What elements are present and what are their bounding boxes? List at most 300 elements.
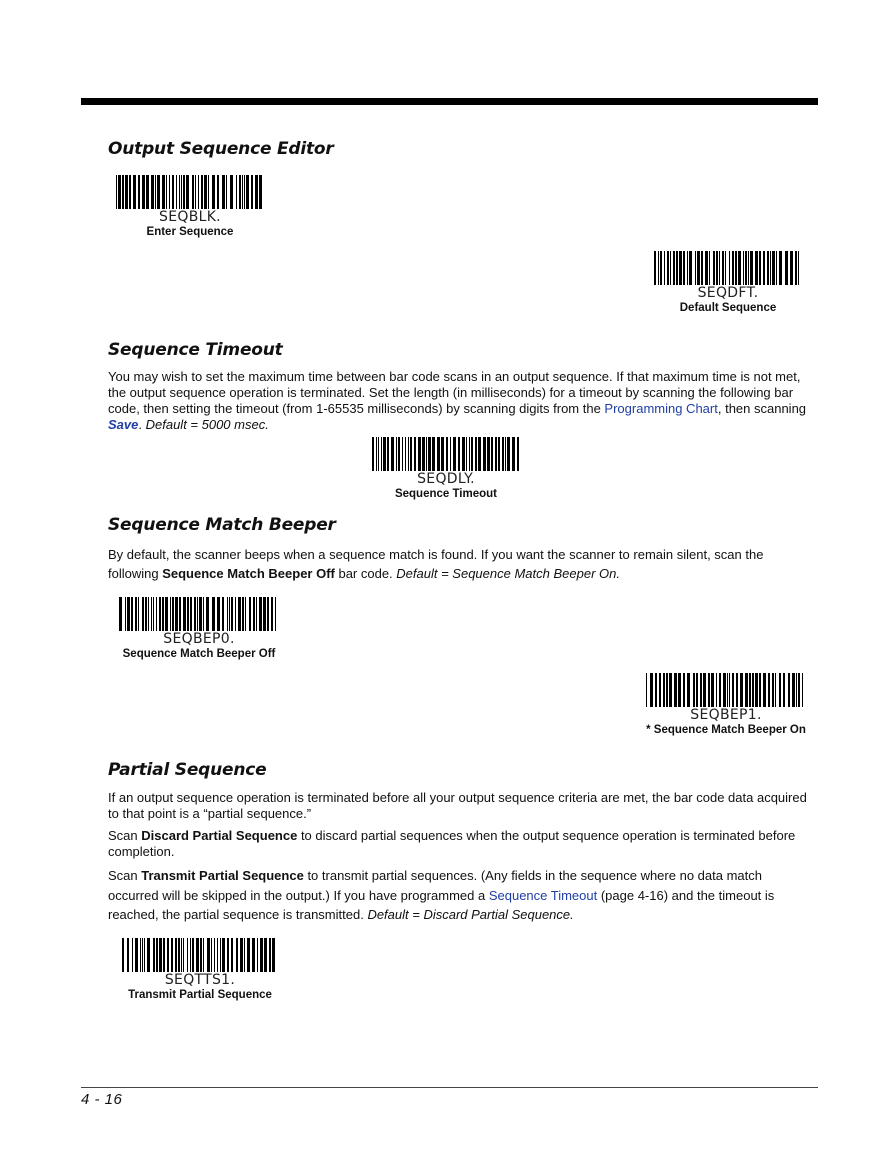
barcode-image xyxy=(116,935,284,988)
barcode-bar xyxy=(483,437,486,471)
barcode-bar xyxy=(391,437,394,471)
barcode-bar xyxy=(256,597,257,631)
barcode-bar xyxy=(755,251,758,285)
barcode-bar xyxy=(217,597,220,631)
barcode-bar xyxy=(767,251,769,285)
barcode-bar xyxy=(146,175,149,209)
barcode-bar xyxy=(788,673,790,707)
barcode-bar xyxy=(159,597,161,631)
barcode-bar xyxy=(271,597,273,631)
barcode-bar xyxy=(745,673,748,707)
barcode-bar xyxy=(142,597,144,631)
barcode-bar xyxy=(491,437,493,471)
barcode-bar xyxy=(194,597,196,631)
barcode-bar xyxy=(683,251,685,285)
barcode-bar xyxy=(257,938,258,972)
barcode-code: SEQTTS1. xyxy=(164,972,236,988)
barcode-bar xyxy=(402,437,403,471)
barcode-bar xyxy=(796,673,797,707)
barcode-bar xyxy=(512,437,515,471)
barcode-code: SEQBLK. xyxy=(159,209,221,225)
barcode-bar xyxy=(275,597,276,631)
barcode-sequence-timeout[interactable] xyxy=(366,434,526,500)
barcode-bar xyxy=(142,175,145,209)
barcode-bar xyxy=(255,175,258,209)
barcode-caption: * Sequence Match Beeper On xyxy=(646,724,806,736)
barcode-bar xyxy=(740,673,743,707)
barcode-bar xyxy=(151,597,152,631)
barcode-bar xyxy=(693,673,695,707)
barcode-bar xyxy=(207,938,210,972)
barcode-bar xyxy=(697,251,700,285)
text: . xyxy=(138,417,146,432)
barcode-caption: Transmit Partial Sequence xyxy=(128,989,272,1001)
barcode-bar xyxy=(226,175,227,209)
barcode-bar xyxy=(253,597,255,631)
barcode-bar xyxy=(142,938,143,972)
heading-partial-sequence: Partial Sequence xyxy=(108,760,267,780)
barcode-bar xyxy=(663,673,665,707)
barcode-bar xyxy=(132,938,133,972)
barcode-bar xyxy=(166,175,167,209)
barcode-bar xyxy=(725,251,726,285)
text: By default, the scanner beeps when a sequence match is found. If you want the scanner to remain silent, scan the following xyxy=(108,547,764,581)
barcode-bar xyxy=(138,175,140,209)
barcode-bar xyxy=(719,251,720,285)
barcode-bar xyxy=(144,938,145,972)
barcode-bar xyxy=(212,175,215,209)
barcode-bar xyxy=(458,437,460,471)
barcode-bar xyxy=(176,175,177,209)
barcode-bar xyxy=(214,938,215,972)
barcode-bar xyxy=(227,938,229,972)
barcode-sequence-match-beeper-on[interactable] xyxy=(640,670,812,736)
barcode-bar xyxy=(259,175,262,209)
barcode-bar xyxy=(245,597,246,631)
barcode-bar xyxy=(260,938,263,972)
text: You may wish to set the maximum time between bar code scans in an output sequence. If that maximum time is not met, the output sequence operation is terminated. Set the length (in milliseconds) for a timeout by scanning the following bar code, then setting the timeout (from 1-65535 milliseconds) by scanning digits from the xyxy=(108,369,801,416)
barcode-bar xyxy=(383,437,386,471)
barcode-bars xyxy=(122,938,278,972)
barcode-bar xyxy=(259,597,262,631)
barcode-bar xyxy=(723,673,726,707)
barcode-bar xyxy=(505,437,506,471)
heading-sequence-match-beeper: Sequence Match Beeper xyxy=(108,515,336,535)
barcode-bar xyxy=(410,437,412,471)
barcode-bar xyxy=(502,437,504,471)
barcode-bar xyxy=(135,938,138,972)
barcode-bar xyxy=(471,437,473,471)
barcode-image xyxy=(366,434,526,487)
barcode-image xyxy=(640,670,812,723)
heading-sequence-timeout: Sequence Timeout xyxy=(108,340,283,360)
text: , then scanning xyxy=(717,401,807,416)
barcode-code: SEQBEP1. xyxy=(690,707,762,723)
barcode-bar xyxy=(700,673,702,707)
default-note: Default = Sequence Match Beeper On. xyxy=(396,566,620,581)
barcode-bar xyxy=(432,437,435,471)
barcode-bars xyxy=(654,251,802,285)
bold-text: Transmit Partial Sequence xyxy=(141,868,304,883)
barcode-bar xyxy=(670,251,671,285)
barcode-bar xyxy=(187,597,189,631)
barcode-bar xyxy=(148,597,149,631)
barcode-bar xyxy=(269,938,271,972)
barcode-bar xyxy=(236,175,237,209)
barcode-bar xyxy=(716,251,718,285)
barcode-bar xyxy=(469,437,470,471)
barcode-bar xyxy=(462,437,465,471)
barcode-bar xyxy=(229,597,230,631)
barcode-bar xyxy=(196,938,199,972)
barcode-bar xyxy=(441,437,444,471)
barcode-bar xyxy=(453,437,456,471)
barcode-bar xyxy=(190,938,191,972)
barcode-bar xyxy=(475,437,477,471)
barcode-bar xyxy=(200,938,202,972)
barcode-bar xyxy=(679,251,682,285)
barcode-transmit-partial-sequence[interactable] xyxy=(116,935,284,1001)
barcode-bar xyxy=(208,175,209,209)
barcode-bar xyxy=(135,597,137,631)
barcode-bar xyxy=(165,597,168,631)
barcode-bars xyxy=(646,673,806,707)
barcode-bar xyxy=(696,673,698,707)
barcode-bar xyxy=(156,597,157,631)
barcode-bar xyxy=(405,437,406,471)
barcode-bar xyxy=(752,673,754,707)
barcode-bar xyxy=(666,673,668,707)
barcode-bar xyxy=(716,673,717,707)
barcode-bar xyxy=(719,673,721,707)
barcode-bar xyxy=(659,673,661,707)
barcode-bar xyxy=(387,437,389,471)
barcode-bar xyxy=(125,597,126,631)
barcode-bar xyxy=(140,938,141,972)
barcode-bar xyxy=(654,251,656,285)
barcode-bar xyxy=(119,597,122,631)
barcode-image xyxy=(648,248,808,301)
barcode-bar xyxy=(466,437,467,471)
barcode-bar xyxy=(795,251,797,285)
barcode-bars xyxy=(116,175,264,209)
barcode-bar xyxy=(759,673,761,707)
barcode-bar xyxy=(238,597,241,631)
barcode-bar xyxy=(414,437,416,471)
barcode-bar xyxy=(145,597,147,631)
barcode-bar xyxy=(244,175,245,209)
barcode-bar xyxy=(772,251,775,285)
barcode-bar xyxy=(179,597,181,631)
text: Scan xyxy=(108,868,142,883)
text: Scan xyxy=(108,828,142,843)
barcode-bar xyxy=(199,597,202,631)
barcode-bar xyxy=(181,175,182,209)
barcode-bar xyxy=(678,673,681,707)
barcode-bar xyxy=(446,437,448,471)
barcode-bar xyxy=(163,938,165,972)
barcode-bar xyxy=(750,251,753,285)
barcode-sequence-match-beeper-off[interactable] xyxy=(113,594,285,660)
barcode-bar xyxy=(664,251,665,285)
barcode-bar xyxy=(372,437,374,471)
partial-sequence-paragraph-transmit xyxy=(108,866,816,925)
barcode-bar xyxy=(703,673,706,707)
barcode-bar xyxy=(147,938,150,972)
barcode-bar xyxy=(735,251,737,285)
barcode-bar xyxy=(507,437,510,471)
barcode-bar xyxy=(450,437,451,471)
barcode-bar xyxy=(235,597,236,631)
barcode-bar xyxy=(437,437,440,471)
barcode-bar xyxy=(398,437,400,471)
barcode-bar xyxy=(127,938,129,972)
barcode-bar xyxy=(729,251,730,285)
barcode-bar xyxy=(151,175,154,209)
top-rule xyxy=(81,98,818,105)
text: (page 4-16) and the timeout is reached, the partial sequence is transmitted. xyxy=(108,887,775,922)
barcode-bar xyxy=(169,175,170,209)
barcode-bar xyxy=(709,251,710,285)
barcode-bar xyxy=(748,251,749,285)
barcode-bar xyxy=(396,437,397,471)
barcode-bar xyxy=(133,175,136,209)
barcode-bar xyxy=(743,251,744,285)
barcode-bar xyxy=(231,938,233,972)
barcode-bar xyxy=(252,938,255,972)
barcode-bar xyxy=(211,938,212,972)
barcode-bar xyxy=(422,437,425,471)
barcode-bar xyxy=(183,175,185,209)
barcode-bar xyxy=(779,251,782,285)
barcode-bar xyxy=(381,437,382,471)
barcode-bar xyxy=(802,673,803,707)
barcode-image xyxy=(113,594,285,647)
barcode-bars xyxy=(119,597,279,631)
barcode-code: SEQDFT. xyxy=(697,285,759,301)
barcode-bar xyxy=(705,251,708,285)
barcode-bar xyxy=(428,437,431,471)
barcode-bar xyxy=(376,437,377,471)
default-note: Default = 5000 msec. xyxy=(145,417,269,432)
barcode-bar xyxy=(157,175,160,209)
barcode-bar xyxy=(192,938,194,972)
barcode-bar xyxy=(658,251,659,285)
barcode-bar xyxy=(179,175,180,209)
barcode-bar xyxy=(217,175,219,209)
barcode-bar xyxy=(660,251,662,285)
barcode-bar xyxy=(418,437,421,471)
barcode-bar xyxy=(517,437,519,471)
barcode-bar xyxy=(242,175,243,209)
barcode-bar xyxy=(755,673,758,707)
barcode-bar xyxy=(687,251,688,285)
barcode-bar xyxy=(220,938,221,972)
barcode-bar xyxy=(749,673,751,707)
barcode-bar xyxy=(129,175,131,209)
barcode-bar xyxy=(790,251,793,285)
barcode-bar xyxy=(203,938,204,972)
barcode-bar xyxy=(770,251,771,285)
barcode-bar xyxy=(236,938,238,972)
default-note: Default = Discard Partial Sequence. xyxy=(367,907,574,922)
barcode-bar xyxy=(776,251,777,285)
barcode-bar xyxy=(153,938,155,972)
barcode-bar xyxy=(674,673,677,707)
barcode-bar xyxy=(122,938,124,972)
barcode-bar xyxy=(206,597,209,631)
partial-sequence-paragraph-discard xyxy=(108,828,816,860)
barcode-bar xyxy=(792,673,795,707)
barcode-bar xyxy=(683,673,685,707)
barcode-bar xyxy=(172,175,174,209)
barcode-enter-sequence[interactable] xyxy=(110,172,270,238)
barcode-bar xyxy=(775,673,776,707)
barcode-bar xyxy=(249,597,251,631)
barcode-bar xyxy=(222,938,225,972)
barcode-bar xyxy=(729,673,730,707)
barcode-bar xyxy=(785,251,788,285)
bottom-rule xyxy=(81,1087,818,1088)
bold-text: Sequence Match Beeper Off xyxy=(162,566,335,581)
barcode-bar xyxy=(127,597,130,631)
barcode-bar xyxy=(231,597,233,631)
barcode-bar xyxy=(695,251,696,285)
barcode-bar xyxy=(159,938,162,972)
barcode-bar xyxy=(203,597,204,631)
save-link[interactable]: Save xyxy=(108,417,139,432)
programming-chart-link[interactable]: Programming Chart xyxy=(604,401,718,416)
barcode-bar xyxy=(153,597,154,631)
page-number: 4 - 16 xyxy=(81,1091,123,1108)
barcode-bar xyxy=(118,175,121,209)
partial-sequence-paragraph-intro: If an output sequence operation is terminated before all your output sequence criteria are met, the bar code data acquired to that point is a “partial sequence.” xyxy=(108,790,807,821)
barcode-bar xyxy=(227,597,228,631)
barcode-bar xyxy=(732,251,734,285)
barcode-bar xyxy=(711,673,714,707)
sequence-match-beeper-paragraph xyxy=(108,545,816,583)
barcode-bar xyxy=(264,938,267,972)
barcode-bar xyxy=(646,673,647,707)
text: to discard partial sequences when the output sequence operation is terminated before completion. xyxy=(108,828,796,859)
barcode-bar xyxy=(267,597,269,631)
barcode-bar xyxy=(122,175,124,209)
barcode-bar xyxy=(204,175,207,209)
barcode-bar xyxy=(247,938,250,972)
sequence-timeout-paragraph xyxy=(108,369,816,433)
barcode-bar xyxy=(498,437,500,471)
barcode-bar xyxy=(201,175,203,209)
barcode-code: SEQBEP0. xyxy=(163,631,235,647)
barcode-bar xyxy=(263,597,266,631)
barcode-bar xyxy=(246,175,249,209)
barcode-bar xyxy=(167,938,169,972)
barcode-bar xyxy=(178,938,180,972)
barcode-bar xyxy=(738,251,741,285)
barcode-bar xyxy=(772,673,774,707)
barcode-bar xyxy=(181,938,182,972)
barcode-bar xyxy=(783,673,785,707)
barcode-bar xyxy=(759,251,761,285)
heading-output-sequence-editor: Output Sequence Editor xyxy=(108,139,334,159)
barcode-bar xyxy=(195,175,196,209)
barcode-bar xyxy=(186,175,189,209)
barcode-bar xyxy=(125,175,128,209)
barcode-bar xyxy=(197,597,198,631)
barcode-bar xyxy=(722,251,724,285)
barcode-bar xyxy=(212,597,215,631)
barcode-bar xyxy=(713,251,715,285)
barcode-caption: Default Sequence xyxy=(679,302,777,314)
barcode-bar xyxy=(708,673,710,707)
barcode-bar xyxy=(187,938,188,972)
barcode-bar xyxy=(162,175,165,209)
barcode-bar xyxy=(222,175,225,209)
sequence-timeout-link[interactable]: Sequence Timeout xyxy=(488,887,598,903)
barcode-bar xyxy=(131,597,133,631)
barcode-bar xyxy=(251,175,253,209)
barcode-bar xyxy=(798,673,800,707)
barcode-bar xyxy=(426,437,427,471)
barcode-bar xyxy=(116,175,117,209)
text: bar code. xyxy=(334,566,397,581)
barcode-bar xyxy=(408,437,409,471)
barcode-bar xyxy=(172,597,174,631)
barcode-code: SEQDLY. xyxy=(417,471,475,487)
barcode-bar xyxy=(242,597,244,631)
barcode-bar xyxy=(170,597,171,631)
barcode-caption: Sequence Timeout xyxy=(394,488,498,500)
barcode-bar xyxy=(650,673,653,707)
barcode-bar xyxy=(230,175,233,209)
barcode-bar xyxy=(727,673,728,707)
barcode-bar xyxy=(183,938,184,972)
barcode-bar xyxy=(175,938,177,972)
barcode-bar xyxy=(240,938,243,972)
barcode-bar xyxy=(244,938,245,972)
barcode-bar xyxy=(217,938,218,972)
barcode-bar xyxy=(763,251,765,285)
barcode-caption: Enter Sequence xyxy=(146,226,234,238)
barcode-bar xyxy=(768,673,770,707)
barcode-default-sequence[interactable] xyxy=(648,248,808,314)
barcode-bar xyxy=(138,597,139,631)
barcode-bars xyxy=(372,437,520,471)
barcode-bar xyxy=(763,673,766,707)
barcode-bar xyxy=(183,597,186,631)
barcode-bar xyxy=(798,251,799,285)
text: to transmit partial sequences. (Any fields in the sequence where no data match occurred will be skipped in the output.) If you have programmed a xyxy=(108,868,762,903)
barcode-bar xyxy=(745,251,747,285)
barcode-bar xyxy=(162,597,164,631)
barcode-bar xyxy=(487,437,490,471)
barcode-bar xyxy=(198,175,199,209)
barcode-bar xyxy=(156,938,158,972)
barcode-caption: Sequence Match Beeper Off xyxy=(122,648,276,660)
barcode-bar xyxy=(495,437,497,471)
barcode-bar xyxy=(190,597,192,631)
barcode-bar xyxy=(687,673,690,707)
barcode-bar xyxy=(272,938,275,972)
barcode-bar xyxy=(779,673,781,707)
barcode-bar xyxy=(222,597,224,631)
barcode-bar xyxy=(676,251,678,285)
barcode-bar xyxy=(669,673,672,707)
barcode-bar xyxy=(736,673,738,707)
barcode-bar xyxy=(655,673,657,707)
barcode-bar xyxy=(667,251,669,285)
barcode-bar xyxy=(478,437,481,471)
